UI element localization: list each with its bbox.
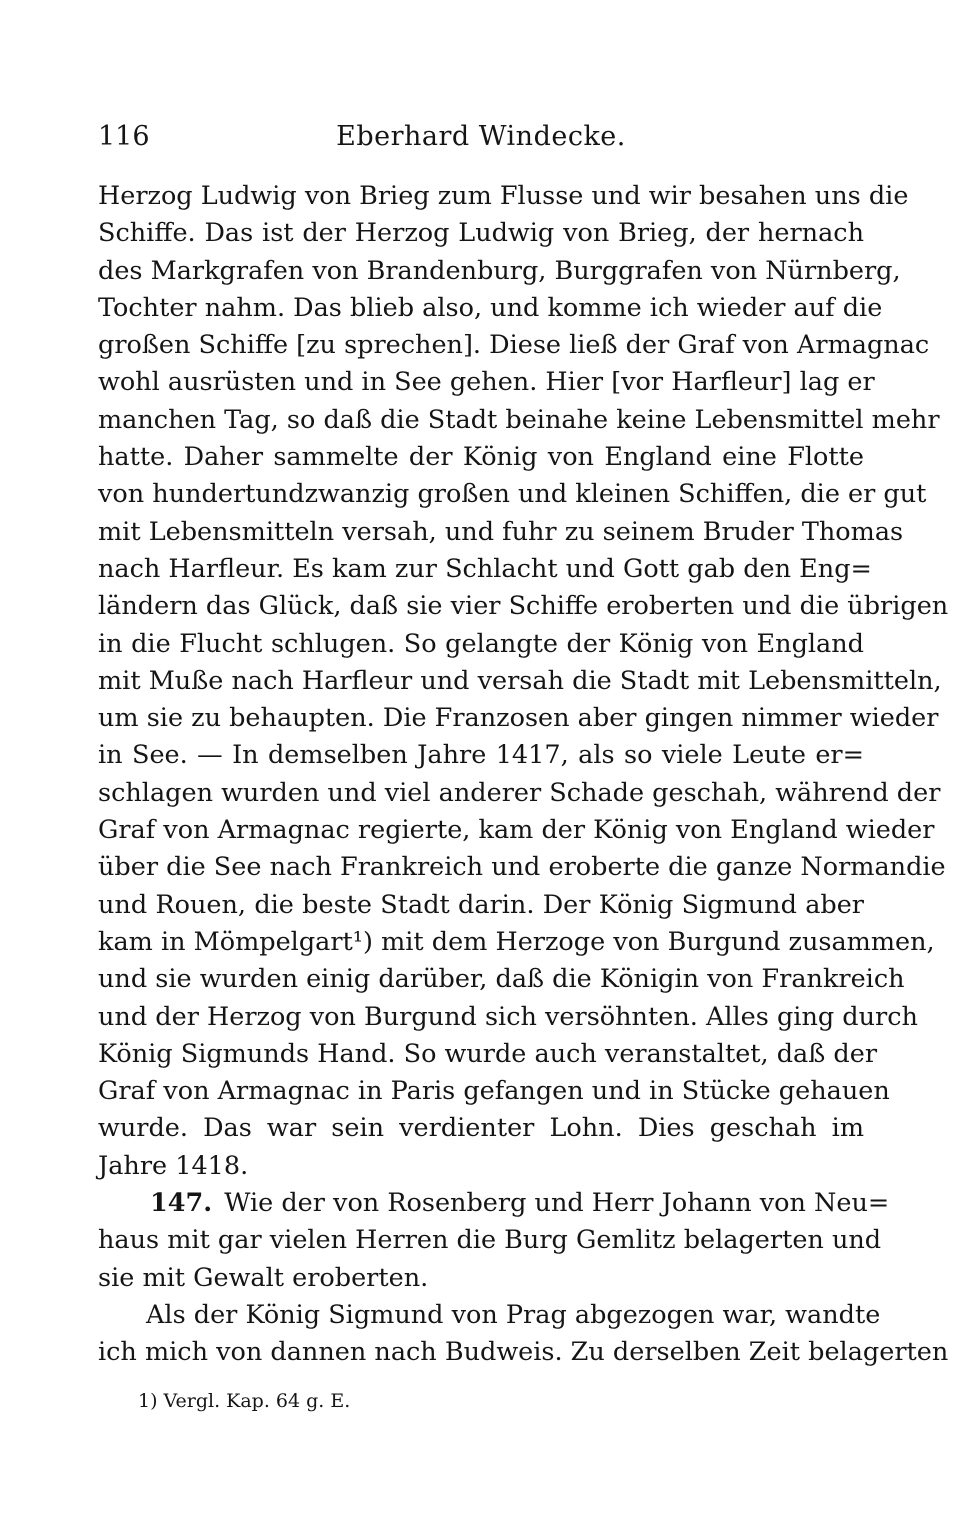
page-header bbox=[98, 112, 864, 162]
text-line: in die Flucht schlugen. So gelangte der König von England bbox=[98, 628, 864, 659]
page-number: 116 bbox=[98, 121, 150, 152]
paragraph bbox=[98, 1297, 949, 1372]
running-head: Eberhard Windecke. bbox=[336, 121, 626, 152]
text-line: nach Harfleur. Es kam zur Schlacht und Gott gab den Eng= bbox=[98, 553, 872, 584]
section-heading-line: haus mit gar vielen Herren die Burg Gemlitz belagerten und bbox=[98, 1225, 882, 1256]
text-line: König Sigmunds Hand. So wurde auch veranstaltet, daß der bbox=[98, 1038, 878, 1069]
text-line: wurde. Das war sein verdienter Lohn. Dies geschah im bbox=[98, 1113, 864, 1144]
text-line: mit Muße nach Harfleur und versah die Stadt mit Lebensmitteln, bbox=[98, 665, 942, 696]
text-line: ich mich von dannen nach Budweis. Zu derselben Zeit belagerten bbox=[98, 1337, 949, 1368]
text-line: manchen Tag, so daß die Stadt beinahe keine Lebensmittel mehr bbox=[98, 404, 940, 435]
text-line: und der Herzog von Burgund sich versöhnten. Alles ging durch bbox=[98, 1001, 918, 1032]
footnote: 1) Vergl. Kap. 64 g. E. bbox=[138, 1389, 351, 1412]
text-line: Jahre 1418. bbox=[98, 1150, 249, 1181]
section-heading bbox=[98, 1185, 890, 1297]
text-line: von hundertundzwanzig großen und kleinen Schiffen, die er gut bbox=[98, 479, 927, 510]
text-line: Graf von Armagnac in Paris gefangen und in Stücke gehauen bbox=[98, 1076, 890, 1107]
section-heading-line bbox=[98, 1185, 890, 1222]
text-line: wohl ausrüsten und in See gehen. Hier [vor Harfleur] lag er bbox=[98, 367, 875, 398]
book-page bbox=[98, 112, 949, 1416]
text-line: mit Lebensmitteln versah, und fuhr zu seinem Bruder Thomas bbox=[98, 516, 904, 547]
text-line: Schiffe. Das ist der Herzog Ludwig von Brieg, der hernach bbox=[98, 218, 864, 249]
section-heading-line: sie mit Gewalt eroberten. bbox=[98, 1262, 429, 1293]
section-number: 147. bbox=[150, 1188, 213, 1219]
text-line: und sie wurden einig darüber, daß die Königin von Frankreich bbox=[98, 964, 905, 995]
text-line: des Markgrafen von Brandenburg, Burggrafen von Nürnberg, bbox=[98, 255, 901, 286]
text-line: in See. — In demselben Jahre 1417, als so viele Leute er= bbox=[98, 740, 864, 771]
text-line: und Rouen, die beste Stadt darin. Der König Sigmund aber bbox=[98, 889, 864, 920]
text-line: um sie zu behaupten. Die Franzosen aber gingen nimmer wieder bbox=[98, 703, 939, 734]
paragraph bbox=[98, 178, 949, 1185]
text-line: über die See nach Frankreich und eroberte die ganze Normandie bbox=[98, 852, 946, 883]
text-line: ländern das Glück, daß sie vier Schiffe eroberten und die übrigen bbox=[98, 591, 949, 622]
text-line: Tochter nahm. Das blieb also, und komme ich wieder auf die bbox=[98, 292, 883, 323]
text-line: Graf von Armagnac regierte, kam der König von England wieder bbox=[98, 815, 935, 846]
text-line: schlagen wurden und viel anderer Schade geschah, während der bbox=[98, 777, 941, 808]
text-line: Als der König Sigmund von Prag abgezogen war, wandte bbox=[146, 1299, 881, 1330]
text-line: hatte. Daher sammelte der König von England eine Flotte bbox=[98, 442, 864, 473]
body-text bbox=[98, 178, 949, 1372]
text-line: Herzog Ludwig von Brieg zum Flusse und wir besahen uns die bbox=[98, 181, 909, 211]
text-line: kam in Mömpelgart¹) mit dem Herzoge von Burgund zusammen, bbox=[98, 926, 935, 957]
section-heading-text: Wie der von Rosenberg und Herr Johann von Neu= bbox=[224, 1188, 890, 1219]
text-line: großen Schiffe [zu sprechen]. Diese ließ der Graf von Armagnac bbox=[98, 330, 930, 361]
